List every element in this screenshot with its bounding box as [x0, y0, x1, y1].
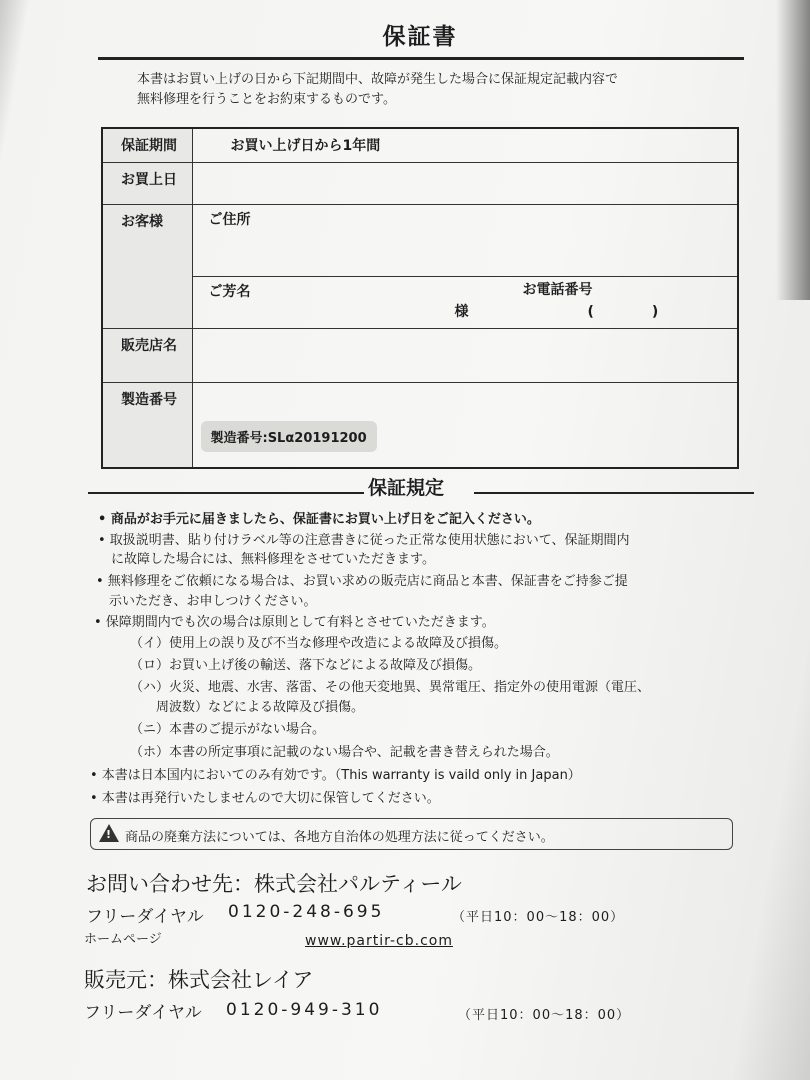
serial-field	[192, 382, 738, 468]
intro-line-1: 本書はお買い上げの日から下記期間中、故障が発生した場合に保証規定記載内容で	[137, 72, 619, 87]
customer-label: お客様	[102, 204, 192, 328]
business-hours: （平日10：00〜18：00）	[452, 910, 625, 925]
phone-brackets: ( )	[587, 303, 663, 320]
inquiry-line: お問い合わせ先：株式会社パルティール	[86, 872, 462, 896]
rules-rule-right	[474, 492, 754, 494]
period-value: お買い上げ日から1年間	[192, 128, 738, 162]
rule-1: • 商品がお手元に届きましたら、保証書にお買い上げ日をご記入ください。	[98, 512, 540, 527]
rule-4-ha2: 周波数）などによる故障及び損傷。	[130, 700, 365, 715]
rule-4-ho: （ホ）本書の所定事項に記載のない場合や、記載を書き替えられた場合。	[130, 745, 559, 760]
freedial-label-2: フリーダイヤル	[84, 1003, 202, 1023]
business-hours-2: （平日10：00〜18：00）	[458, 1008, 631, 1023]
freedial-number-2: 0120-949-310	[226, 1000, 383, 1020]
rules-title: 保証規定	[368, 477, 445, 499]
intro-line-2: 無料修理を行うことをお約束するものです。	[137, 92, 396, 107]
homepage-label: ホームページ	[84, 932, 162, 947]
rule-2: • 取扱説明書、貼り付けラベル等の注意書きに従った正常な使用状態において、保証期間内	[98, 533, 630, 548]
purchase-date-field[interactable]	[192, 162, 738, 204]
address-field[interactable]	[192, 204, 738, 276]
purchase-date-label: お買上日	[102, 162, 192, 204]
homepage-link[interactable]: www.partir-cb.com	[305, 933, 453, 949]
store-field[interactable]	[192, 328, 738, 382]
rules-rule-left	[88, 492, 364, 494]
honorific: 様	[454, 303, 469, 320]
address-label: ご住所	[208, 211, 251, 228]
warning-icon	[99, 824, 119, 842]
rule-3b: 示いただき、お申しつけください。	[96, 594, 317, 609]
name-label: ご芳名	[208, 283, 251, 300]
disposal-notice	[90, 818, 733, 850]
phone-label: お電話番号	[522, 281, 593, 298]
rule-3: • 無料修理をご依頼になる場合は、お買い求めの販売店に商品と本書、保証書をご持参ご提	[96, 574, 628, 589]
document-title: 保証書	[382, 24, 458, 50]
store-label: 販売店名	[102, 328, 192, 382]
serial-sticker: 製造番号:SLα20191200	[201, 421, 377, 452]
title-rule	[98, 57, 744, 60]
notice-text: 商品の廃棄方法については、各地方自治体の処理方法に従ってください。	[125, 830, 554, 845]
freedial-label: フリーダイヤル	[86, 907, 204, 927]
freedial-number: 0120-248-695	[228, 902, 385, 922]
warranty-form	[101, 127, 739, 469]
rule-4-ro: （ロ）お買い上げ後の輸送、落下などによる故障及び損傷。	[130, 658, 482, 673]
rule-5: • 本書は日本国内においてのみ有効です。（This warranty is vaild only in Japan）	[90, 768, 581, 783]
rule-4-i: （イ）使用上の誤り及び不当な修理や改造による故障及び損傷。	[130, 636, 508, 651]
rule-4: • 保障期間内でも次の場合は原則として有料とさせていただきます。	[94, 615, 495, 630]
rule-6: • 本書は再発行いたしませんので大切に保管してください。	[90, 791, 440, 806]
period-label: 保証期間	[102, 128, 192, 162]
name-field[interactable]	[192, 276, 738, 328]
rule-4-ni: （ニ）本書のご提示がない場合。	[130, 722, 326, 737]
rule-4-ha: （ハ）火災、地震、水害、落雷、その他天変地異、異常電圧、指定外の使用電源（電圧、	[130, 680, 651, 695]
rule-2b: に故障した場合には、無料修理をさせていただきます。	[98, 552, 435, 567]
seller-line: 販売元：株式会社レイア	[84, 968, 314, 992]
serial-label: 製造番号	[102, 382, 192, 468]
